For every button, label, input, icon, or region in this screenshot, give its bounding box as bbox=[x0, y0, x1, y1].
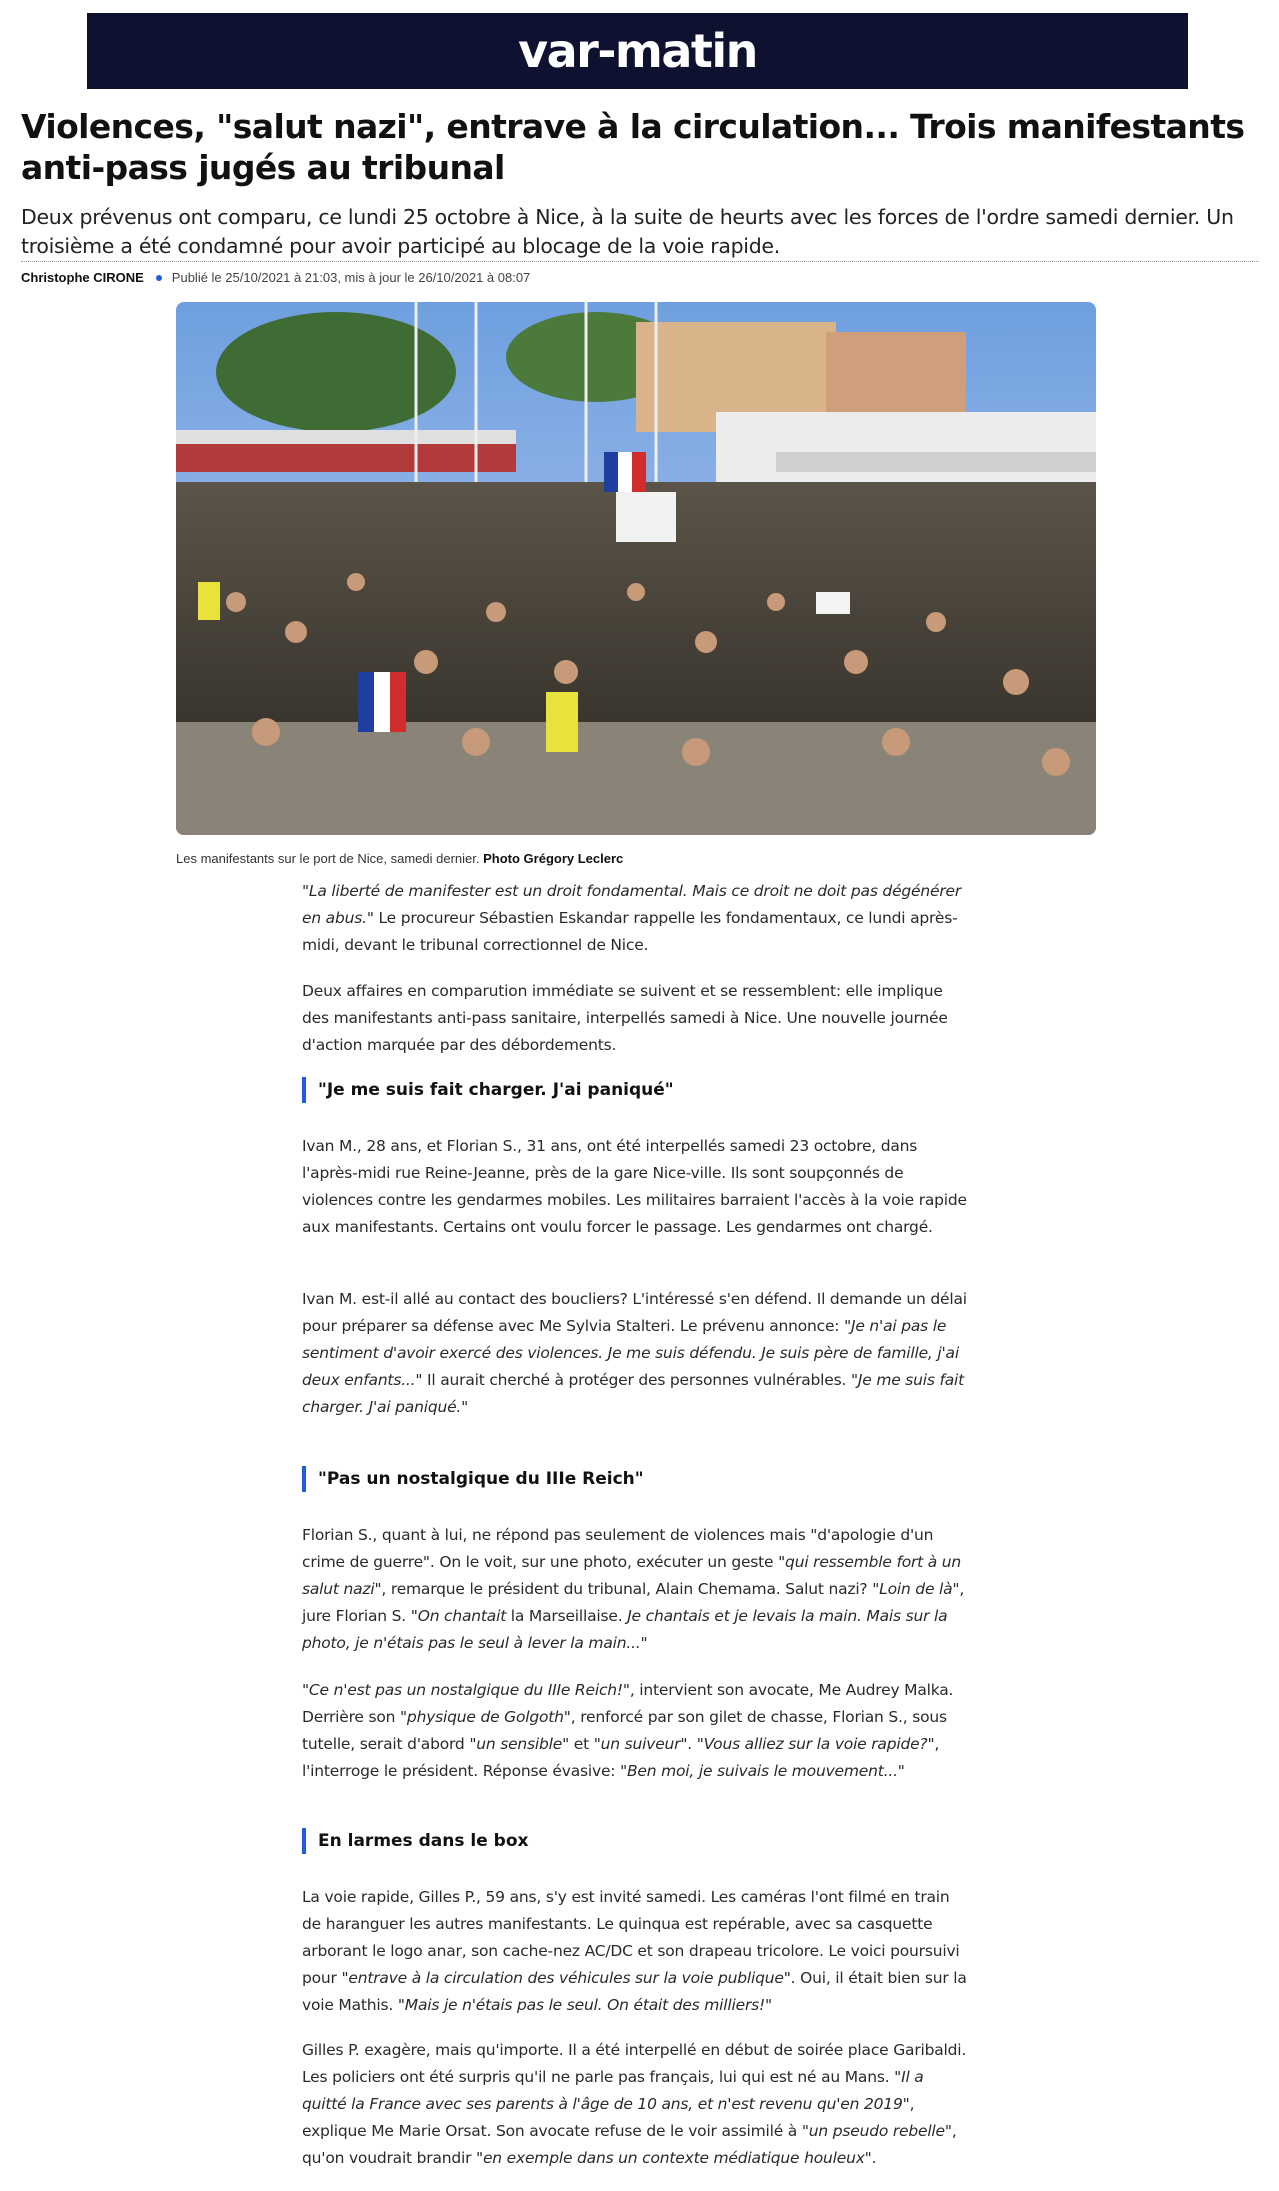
text-run: . Oui, il était bien sur la voie Mathis. bbox=[302, 1969, 967, 2014]
text-run: , remarque le président du tribunal, Alain Chemama. Salut nazi? bbox=[381, 1580, 873, 1598]
photo-credit: Photo Grégory Leclerc bbox=[483, 851, 624, 866]
paragraph-4 bbox=[302, 1286, 972, 1421]
paragraph-8 bbox=[302, 2037, 972, 2172]
text-run: . bbox=[871, 2149, 877, 2167]
quote-run: "physique de Golgoth" bbox=[400, 1708, 571, 1726]
text-run: et bbox=[569, 1735, 594, 1753]
paragraph-text bbox=[302, 1884, 972, 2019]
article-headline: Violences, "salut nazi", entrave à la circulation... Trois manifestants anti-pass jugés au tribunal bbox=[21, 107, 1245, 187]
text-run: , renforcé par son gilet de chasse, Florian S., sous tutelle, serait d'abord bbox=[302, 1708, 947, 1753]
paragraph-text bbox=[302, 1522, 972, 1657]
caption-text: Les manifestants sur le port de Nice, samedi dernier. bbox=[176, 851, 480, 866]
paragraph-1 bbox=[302, 878, 972, 959]
quote-run: "Ben moi, je suivais le mouvement..." bbox=[620, 1762, 905, 1780]
text-run: Ivan M. est-il allé au contact des boucliers? L'intéressé s'en défend. Il demande un délai pour préparer sa défense avec Me Sylvia Stalteri. Le prévenu annonce: bbox=[302, 1290, 967, 1335]
text-run: . bbox=[687, 1735, 697, 1753]
text-run: Il aurait cherché à protéger des personnes vulnérables. bbox=[422, 1371, 851, 1389]
text-run: Le procureur Sébastien Eskandar rappelle les fondamentaux, ce lundi après-midi, devant le tribunal correctionnel de Nice. bbox=[302, 909, 958, 954]
article-photo[interactable] bbox=[176, 302, 1096, 835]
quote-run: "Je n'ai pas le sentiment d'avoir exercé des violences. Je me suis défendu. Je suis père de famille, j'ai deux enfants..." bbox=[302, 1317, 959, 1389]
text-run: , jure Florian S. bbox=[302, 1580, 965, 1625]
quote-run: "un suiveur" bbox=[593, 1735, 688, 1753]
paragraph-text bbox=[302, 1677, 972, 1785]
quote-run: "entrave à la circulation des véhicules sur la voie publique" bbox=[341, 1969, 791, 1987]
text-run: , l'interroge le président. Réponse évasive: bbox=[302, 1735, 940, 1780]
paragraph-text bbox=[302, 2037, 972, 2172]
subheading-2: "Pas un nostalgique du IIIe Reich" bbox=[302, 1466, 978, 1492]
text-run: , explique Me Marie Orsat. Son avocate refuse de le voir assimilé à bbox=[302, 2095, 915, 2140]
paragraph-text bbox=[302, 978, 972, 1059]
paragraph-6 bbox=[302, 1677, 972, 1785]
quote-run: "Je me suis fait charger. J'ai paniqué." bbox=[302, 1371, 965, 1416]
divider bbox=[21, 261, 1259, 262]
quote-run: "un pseudo rebelle" bbox=[801, 2122, 952, 2140]
text-run: Florian S., quant à lui, ne répond pas seulement de violences mais "d'apologie d'un crime de guerre". On le voit, sur une photo, exécuter un geste bbox=[302, 1526, 934, 1571]
subheading-1: "Je me suis fait charger. J'ai paniqué" bbox=[302, 1077, 978, 1103]
byline bbox=[21, 270, 530, 285]
photo-caption bbox=[176, 851, 623, 866]
site-header bbox=[87, 13, 1188, 89]
quote-run: "Mais je n'étais pas le seul. On était des milliers!" bbox=[397, 1996, 772, 2014]
text-run: Ivan M., 28 ans, et Florian S., 31 ans, ont été interpellés samedi 23 octobre, dans l'après-midi rue Reine-Jeanne, près de la gare Nice-ville. Ils sont soupçonnés de violences contre les gendarmes mobiles. Les militaires barraient l'accès à la voie rapide aux manifestants. Certains ont voulu forcer le passage. Les gendarmes ont chargé. bbox=[302, 1137, 967, 1236]
text-run: La voie rapide, Gilles P., 59 ans, s'y est invité samedi. Les caméras l'ont filmé en train de haranguer les autres manifestants. Le quinqua est repérable, avec sa casquette arborant le logo anar, son cache-nez AC/DC et son drapeau tricolore. Le voici poursuivi pour bbox=[302, 1888, 960, 1987]
quote-run: "Vous alliez sur la voie rapide?" bbox=[696, 1735, 935, 1753]
paragraph-text bbox=[302, 1286, 972, 1421]
text-run: la Marseillaise. bbox=[506, 1607, 628, 1625]
author-name[interactable]: Christophe CIRONE bbox=[21, 270, 144, 285]
quote-run: "On chantait bbox=[410, 1607, 507, 1625]
quote-run: "Il a quitté la France avec ses parents à l'âge de 10 ans, et n'est revenu qu'en 2019" bbox=[302, 2068, 924, 2113]
site-logo[interactable]: var-matin bbox=[518, 24, 757, 78]
paragraph-3 bbox=[302, 1133, 972, 1241]
publication-date: Publié le 25/10/2021 à 21:03, mis à jour le 26/10/2021 à 08:07 bbox=[171, 270, 531, 285]
article-chapo: Deux prévenus ont comparu, ce lundi 25 octobre à Nice, à la suite de heurts avec les forces de l'ordre samedi dernier. Un troisième a été condamné pour avoir participé au blocage de la voie rapide. bbox=[21, 205, 1234, 258]
paragraph-2 bbox=[302, 978, 972, 1059]
paragraph-text bbox=[302, 878, 972, 959]
paragraph-7 bbox=[302, 1884, 972, 2019]
quote-run: "Ce n'est pas un nostalgique du IIIe Reich!" bbox=[302, 1681, 630, 1699]
paragraph-5 bbox=[302, 1522, 972, 1657]
subheading-3: En larmes dans le box bbox=[302, 1828, 978, 1854]
paragraph-text bbox=[302, 1133, 972, 1241]
quote-run: "en exemple dans un contexte médiatique houleux" bbox=[476, 2149, 872, 2167]
protest-photo-illustration bbox=[176, 302, 1096, 835]
quote-run: "Loin de là" bbox=[872, 1580, 960, 1598]
text-run: , qu'on voudrait brandir bbox=[302, 2122, 957, 2167]
text-run: Gilles P. exagère, mais qu'importe. Il a été interpellé en début de soirée place Garibaldi. Les policiers ont été surpris qu'il ne parle pas français, lui qui est né au Mans. bbox=[302, 2041, 967, 2086]
quote-run: "La liberté de manifester est un droit fondamental. Mais ce droit ne doit pas dégénérer en abus." bbox=[302, 882, 962, 927]
bullet-dot-icon bbox=[156, 275, 162, 281]
quote-run: "un sensible" bbox=[469, 1735, 570, 1753]
text-run: Deux affaires en comparution immédiate se suivent et se ressemblent: elle implique des manifestants anti-pass sanitaire, interpellés samedi à Nice. Une nouvelle journée d'action marquée par des débordements. bbox=[302, 982, 948, 1054]
text-run: , intervient son avocate, Me Audrey Malka. Derrière son bbox=[302, 1681, 954, 1726]
quote-run: Je chantais et je levais la main. Mais sur la photo, je n'étais pas le seul à lever la main..." bbox=[302, 1607, 948, 1652]
quote-run: "qui ressemble fort à un salut nazi" bbox=[302, 1553, 962, 1598]
